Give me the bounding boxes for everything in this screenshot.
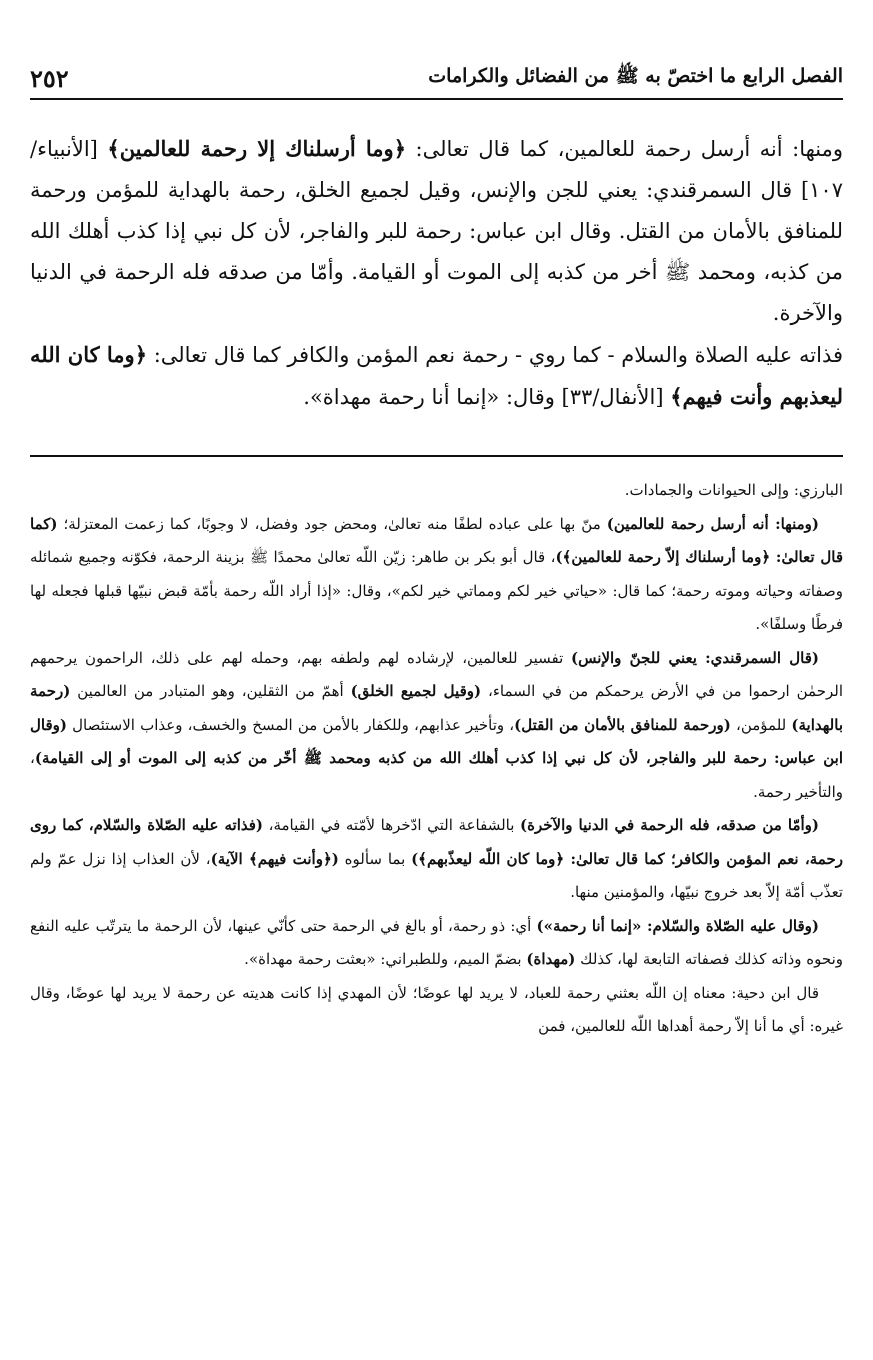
page-number: ٢٥٢ (30, 63, 69, 93)
quoted-matn: (ومنها: أنه أرسل رحمة للعالمين) (606, 514, 819, 533)
quoted-matn: (فذاته عليه الصّلاة والسّلام، كما روى رحمة، نعم المؤمن والكافر؛ كما قال تعالىٰ: ﴿وما كان اللّه ليعذّبهم﴾) (30, 816, 843, 868)
quoted-matn: (وقال ابن عباس: رحمة للبر والفاجر، لأن كل نبي إذا كذب أهلك الله من كذبه ومحمد ﷺ أخّر من كذبه إلى الموت أو إلى القيامة) (30, 715, 843, 767)
text-run: للمؤمن، (730, 715, 792, 734)
commentary-paragraph (30, 642, 843, 810)
text-run: بضمّ الميم، وللطبراني: «بعثت رحمة مهداة». (244, 950, 527, 968)
text-run: أهمّ من الثقلين، وهو المتبادر من العالمين (70, 682, 351, 700)
main-paragraph (30, 128, 843, 334)
text-run: فذاته عليه الصلاة والسلام - كما روي - رحمة نعم المؤمن والكافر كما قال تعالى: (147, 343, 844, 367)
main-text (30, 128, 843, 418)
commentary-text (30, 474, 843, 1044)
text-run: ومنها: أنه أرسل رحمة للعالمين، كما قال تعالى: (406, 137, 843, 161)
text-run: ، والتأخير رحمة. (30, 749, 843, 801)
quoted-matn: (﴿وأنت فيهم﴾ الآية) (210, 849, 339, 868)
running-header (30, 58, 843, 100)
commentary-paragraph (30, 508, 843, 642)
text-run: [الأنبياء/١٠٧] قال السمرقندي: يعني للجن والإنس، وقيل لجميع الخلق، رحمة بالهداية للمؤمن ورحمة للمنافق بالأمان من القتل. وقال ابن عباس: رحمة للبر والفاجر، لأن كل نبي إذا كذب أهلك الله من كذبه، ومحمد ﷺ أخر من كذبه إلى الموت أو القيامة. وأمّا من صدقه فله الرحمة في الدنيا والآخرة. (30, 137, 843, 325)
text-run: بالشفاعة التي ادّخرها لأمّته في القيامة، (263, 816, 521, 834)
text-run: تفسير للعالمين، لإرشاده لهم ولطفه بهم، وحمله لهم على ذلك، الراحمون يرحمهم الرحمٰن ارحموا من في الأرض يرحمكم من في السماء، (30, 648, 843, 700)
text-run: ، قال أبو بكر بن طاهر: زيّن اللّه تعالىٰ محمدًا ﷺ بزينة الرحمة، فكوّنه وجميع شمائله وصفاته وحياته وموته رحمة؛ كما قال: «حياتي خير لكم ومماتي خير لكم»، وقال: «إذا أراد اللّه رحمة بأمّة قبض نبيّها قبلها فجعله لها فرطًا وسلفًا». (30, 548, 843, 633)
quran-verse: ﴿وما كان الله ليعذبهم وأنت فيهم﴾ (30, 342, 843, 409)
text-run: أي: ذو رحمة، أو بالغ في الرحمة حتى كأنّي عينها، لأن الرحمة ما يترتّب عليه النفع ونحوه وذاته كذلك فصفاته التابعة لها، كذلك (30, 916, 843, 968)
quran-verse: ﴿وما أرسلناك إلا رحمة للعالمين﴾ (107, 136, 407, 161)
quoted-matn: (مهداة) (526, 950, 576, 968)
quoted-matn: (وقيل لجميع الخلق) (350, 682, 482, 700)
book-page (30, 0, 843, 1360)
text-run: منّ بها على عباده لطفًا منه تعالىٰ، ومحض جود وفضل، لا وجوبًا، كما زعمت المعتزلة؛ (57, 514, 607, 533)
section-divider (30, 455, 843, 457)
text-run: بما سألوه (338, 849, 412, 868)
commentary-paragraph: قال ابن دحية: معناه إن اللّه بعثني رحمة للعباد، لا يريد لها عوضًا؛ لأن المهدي إذا كانت هديته عن رحمة لا يريد لها عوضًا، وقال غيره: أي ما أنا إلاّ رحمة أهداها اللّه للعالمين، فمن (30, 983, 843, 1035)
quoted-matn: (وأمّا من صدقه، فله الرحمة في الدنيا والآخرة) (520, 816, 819, 834)
text-run: ، وتأخير عذابهم، وللكفار بالأمن من المسخ والخسف، وعذاب الاستئصال (66, 715, 515, 734)
commentary-paragraph (30, 910, 843, 977)
quoted-matn: (رحمة بالهداية) (30, 682, 843, 734)
text-run: ، لأن العذاب إذا نزل عمّ ولم تعذّب أمّة إلاّ بعد خروج نبيّها، والمؤمنين منها. (30, 849, 843, 901)
quoted-matn: (قال السمرقندي: يعني للجنّ والإنس) (571, 648, 819, 667)
quoted-matn: (ورحمة للمنافق بالأمان من القتل) (514, 715, 731, 734)
chapter-title: الفصل الرابع ما اختصّ به ﷺ من الفضائل والكرامات (428, 65, 843, 87)
quoted-matn: (وقال عليه الصّلاة والسّلام: «إنما أنا رحمة») (536, 916, 819, 935)
commentary-paragraph: البارزي: وإلى الحيوانات والجمادات. (624, 481, 843, 499)
quoted-matn: (كما قال تعالىٰ: ﴿وما أرسلناك إلاّ رحمة للعالمين﴾) (30, 514, 843, 566)
main-paragraph (30, 334, 843, 418)
text-run: [الأنفال/٣٣] وقال: «إنما أنا رحمة مهداة». (303, 385, 671, 409)
commentary-paragraph (30, 809, 843, 910)
